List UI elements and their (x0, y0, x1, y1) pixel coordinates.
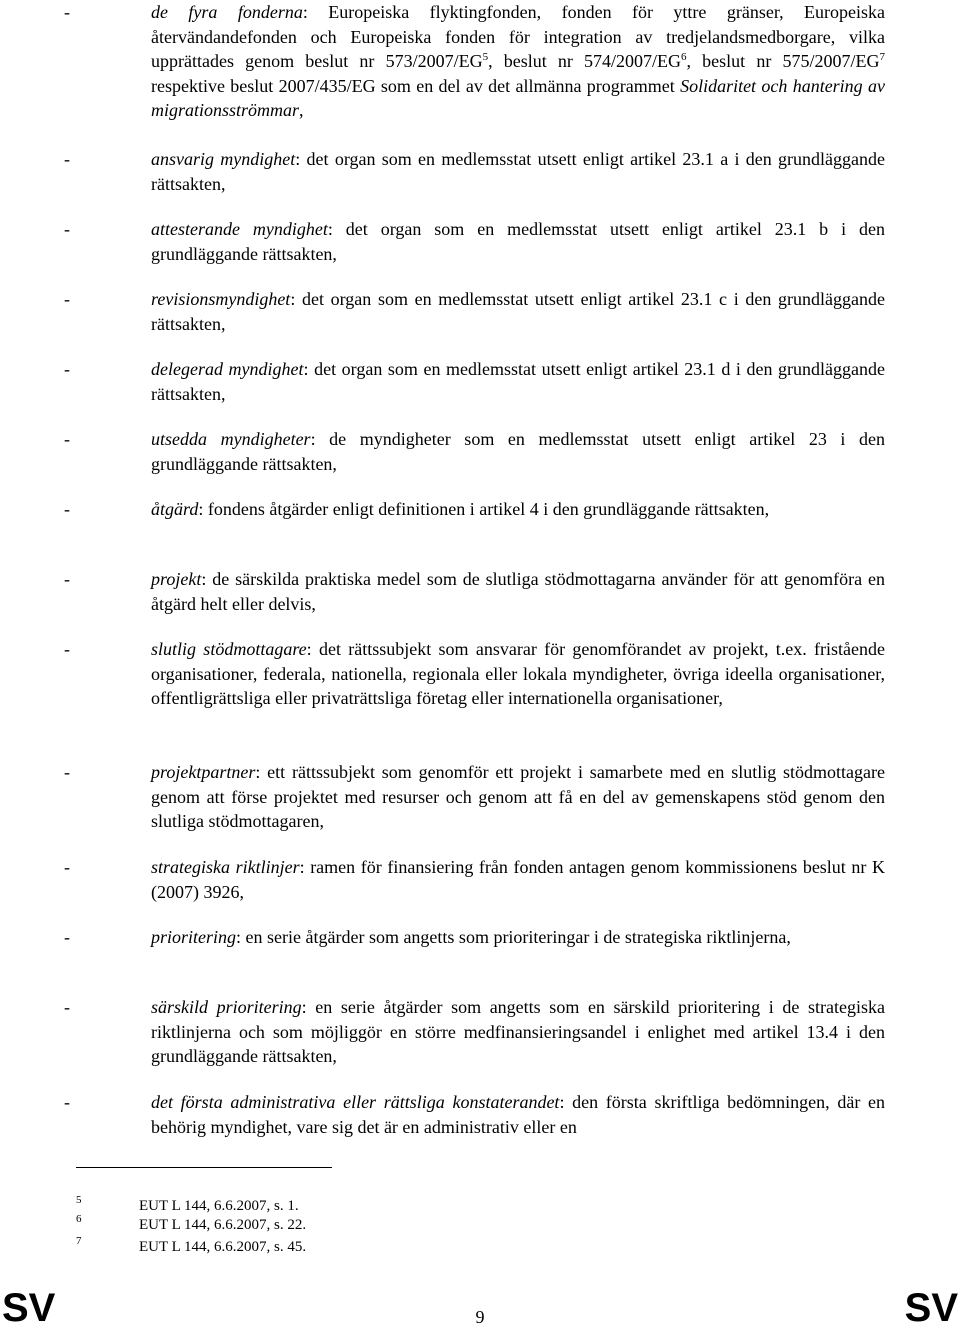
definition-item (64, 217, 885, 266)
defined-term: det första administrativa eller rättsliga konstaterandet (151, 1092, 560, 1112)
list-dash: - (64, 762, 70, 782)
definition-text (151, 760, 885, 834)
definition-body: : de myndigheter som en medlemsstat utsett enligt artikel 23 i den grundläggande rättsakten, (151, 429, 885, 474)
definition-text (151, 995, 885, 1069)
definition-text (151, 497, 885, 522)
defined-term: revisionsmyndighet (151, 289, 291, 309)
defined-term: delegerad myndighet (151, 359, 304, 379)
definition-item (64, 995, 885, 1069)
list-dash: - (64, 569, 70, 589)
definition-item (64, 427, 885, 476)
footnote-number: 7 (76, 1235, 82, 1247)
defined-term: särskild prioritering (151, 997, 302, 1017)
footnote-number: 5 (76, 1194, 82, 1206)
defined-term: prioritering (151, 927, 237, 947)
definition-body: : en serie åtgärder som angetts som en särskild prioritering i de strategiska riktlinjerna och som möjliggör en större medfinansieringsandel i enlighet med artikel 13.4 i den grundläggande rättsakten, (151, 997, 885, 1066)
definition-text (151, 357, 885, 406)
definition-item (64, 1090, 885, 1139)
defined-term: åtgärd (151, 499, 199, 519)
definition-item (64, 497, 885, 522)
definition-text (151, 427, 885, 476)
definition-item (64, 760, 885, 834)
definition-text (151, 147, 885, 196)
list-dash: - (64, 499, 70, 519)
defined-term: de fyra fonderna (151, 2, 303, 22)
definition-item (64, 147, 885, 196)
list-dash: - (64, 857, 70, 877)
definition-item (64, 567, 885, 616)
definition-body: : fondens åtgärder enligt definitionen i artikel 4 i den grundläggande rättsakten, (198, 499, 770, 519)
language-code-left: SV (2, 1286, 56, 1330)
list-dash: - (64, 639, 70, 659)
definition-body: : det rättssubjekt som ansvarar för genomförandet av projekt, t.ex. fristående organisationer, federala, nationella, regionala eller lokala myndigheter, övriga ideella organisationer, offentligrättsliga eller privaträttsliga företag eller internationella organisationer, (151, 639, 886, 708)
defined-term: utsedda myndigheter (151, 429, 311, 449)
list-dash: - (64, 219, 70, 239)
list-dash: - (64, 289, 70, 309)
footnote-text: EUT L 144, 6.6.2007, s. 22. (139, 1217, 307, 1233)
defined-term: slutlig stödmottagare (151, 639, 307, 659)
footnote-number: 6 (76, 1213, 82, 1225)
definition-body: : det organ som en medlemsstat utsett enligt artikel 23.1 a i den grundläggande rättsakten, (151, 149, 885, 194)
list-dash: - (64, 149, 70, 169)
definition-text (151, 1090, 885, 1139)
definition-text (151, 855, 885, 904)
definition-body: : den första skriftliga bedömningen, där en behörig myndighet, vare sig det är en administrativ eller en (151, 1092, 885, 1137)
definition-item (64, 287, 885, 336)
definition-item (64, 357, 885, 406)
definition-text (151, 287, 885, 336)
page-number: 9 (475, 1307, 485, 1327)
defined-term: projektpartner (151, 762, 256, 782)
footnote-text: EUT L 144, 6.6.2007, s. 45. (139, 1239, 307, 1255)
definition-text (151, 567, 885, 616)
list-dash: - (64, 429, 70, 449)
definition-text (151, 637, 885, 711)
list-dash: - (64, 1092, 70, 1112)
defined-term: strategiska riktlinjer (151, 857, 300, 877)
defined-term: ansvarig myndighet (151, 149, 296, 169)
defined-term: attesterande myndighet (151, 219, 328, 239)
definition-text (151, 0, 885, 123)
definition-item (64, 637, 885, 711)
definition-body: : det organ som en medlemsstat utsett enligt artikel 23.1 c i den grundläggande rättsakten, (151, 289, 885, 334)
definition-item (64, 855, 885, 904)
list-dash: - (64, 927, 70, 947)
definition-body: : det organ som en medlemsstat utsett enligt artikel 23.1 d i den grundläggande rättsakten, (151, 359, 886, 404)
footnote-text: EUT L 144, 6.6.2007, s. 1. (139, 1198, 299, 1214)
defined-term: projekt (151, 569, 202, 589)
definition-body: : ramen för finansiering från fonden antagen genom kommissionens beslut nr K (2007) 3926, (151, 857, 885, 902)
definition-text (151, 925, 885, 950)
footnote-separator (76, 1167, 332, 1168)
list-dash: - (64, 997, 70, 1017)
definition-body: : det organ som en medlemsstat utsett enligt artikel 23.1 b i den grundläggande rättsakten, (151, 219, 885, 264)
list-dash: - (64, 2, 70, 22)
definition-item (64, 925, 885, 950)
language-code-right: SV (904, 1286, 958, 1330)
definition-body: : en serie åtgärder som angetts som prioriteringar i de strategiska riktlinjerna, (236, 927, 791, 947)
definition-body: : de särskilda praktiska medel som de slutliga stödmottagarna använder för att genomföra en åtgärd helt eller delvis, (151, 569, 885, 614)
definition-body: : ett rättssubjekt som genomför ett projekt i samarbete med en slutlig stödmottagare genom att förse projektet med resurser och genom att få en del av gemenskapens stöd genom den slutliga stödmottagaren, (151, 762, 885, 831)
list-dash: - (64, 359, 70, 379)
definition-item (64, 0, 885, 123)
definition-body: : Europeiska flyktingfonden, fonden för yttre gränser, Europeiska återvändandefonden och Europeiska fonden för integration av tredjelandsmedborgare, vilka upprättades genom beslut nr $573/2007/EG^5$, beslut nr $574/2007/EG^6$, beslut nr $575/2007/EG^7$ respektive beslut 2007/435/EG som en del av det allmänna programmet Solidaritet och hantering av migrationsströmmar, (151, 2, 885, 120)
definition-text (151, 217, 885, 266)
